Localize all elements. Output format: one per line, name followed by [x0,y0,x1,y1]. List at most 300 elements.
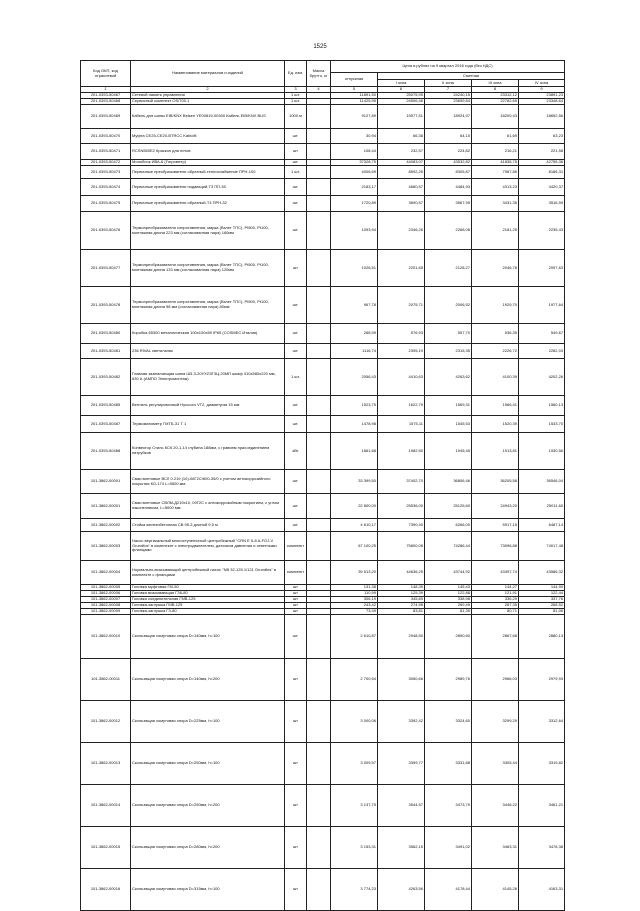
cell-name: Сервисный комплект OS/700.1 [131,99,285,105]
cell-unit: шт. [285,396,307,416]
cell-unit: 1 шт. [285,93,307,99]
cell-zone-1-price: 25536,00 [378,494,425,519]
table-row [81,196,565,212]
cell-release-price: 3 774,23 [331,869,378,911]
cell-unit: шт. [285,344,307,359]
cell-zone-3-price: 1913,81 [472,433,519,470]
cell-zone-4-price: 4420,37 [519,179,565,196]
cell-mass [307,701,331,743]
cell-zone-1-price: 25075,95 [378,93,425,99]
cell-code: 101-3862-00003 [81,532,131,561]
cell-code: 101-3862-00013 [81,743,131,785]
cell-zone-4-price: 2282,03 [519,344,565,359]
cell-zone-4-price: 268,52 [519,603,565,609]
cell-unit: шт [285,591,307,597]
cell-zone-4-price: 23891,23 [519,93,565,99]
cell-code: 101-3862-00010 [81,615,131,659]
cell-mass [307,196,331,212]
cell-zone-4-price: 18652,56 [519,105,565,129]
cell-name: Коробка 65300 металлическая 100х100х59 IP65 (COSMEC Италия) [131,324,285,344]
cell-mass [307,416,331,433]
cell-zone-3-price: 7987,86 [472,166,519,179]
cell-unit: шт. [285,324,307,344]
cell-zone-2-price: 6266,00 [425,519,472,532]
cell-unit: шт [285,785,307,827]
cell-unit: шт. [285,615,307,659]
cell-release-price: 1026,51 [331,250,378,287]
cell-mass [307,287,331,324]
cell-zone-1-price: 37402,70 [378,470,425,494]
cell-name: Сваи винтовые СВЛМ-Д219х10, 09Г2С с антикоррозийным покрытием, с углом наконечником, L=5000 мм. [131,494,285,519]
cell-name: Кабель для шины EIB/KNX Belsen YE00819-00300 Кабель EIB/KNX BUS [131,105,285,129]
cell-code: 101-3862-00011 [81,659,131,701]
cell-unit: шт. [285,179,307,196]
table-row [81,179,565,196]
table-row [81,287,565,324]
cell-zone-1-price: 3690,57 [378,196,425,212]
cell-zone-3-price: 144,27 [472,585,519,591]
cell-zone-2-price: 145,43 [425,585,472,591]
table-row [81,532,565,561]
cell-zone-1-price: 2346,26 [378,212,425,250]
column-index: 7 [425,87,472,93]
cell-mass [307,869,331,911]
cell-zone-2-price: 224,82 [425,144,472,160]
cell-zone-2-price: 4178,44 [425,869,472,911]
cell-name: Конвектор Стиль КСК 20-1,14 глубина 188мм, с гравием присоединением патрубков [131,433,285,470]
cell-zone-3-price: 1929,70 [472,287,519,324]
cell-mass [307,615,331,659]
cell-code: 201-0393-50477 [81,250,131,287]
table-row [81,470,565,494]
cell-mass [307,212,331,250]
cell-zone-3-price: 41835,75 [472,160,519,166]
cell-zone-1-price: 3544,57 [378,785,425,827]
table-row [81,494,565,519]
cell-name: Первичные преобразователи обратный-Т4 ПРН-32 [131,196,285,212]
cell-name: Сваи винтовые ВСЛ 0.219 (10)-06Г2С/600-35/0 с учетом антикоррозийного покрытия КО-174 L=5500 мм. [131,470,285,494]
column-index: 9 [519,87,565,93]
cell-zone-2-price: 2989,76 [425,659,472,701]
table-body [81,93,565,911]
cell-zone-4-price: 3319,82 [519,743,565,785]
cell-name: Головка муфтовая ГМ-50 [131,585,285,591]
cell-zone-4-price: 74017,48 [519,532,565,561]
column-index: 8 [472,87,519,93]
cell-unit: шт [285,869,307,911]
table-row [81,250,565,287]
cell-release-price: 110,99 [331,591,378,597]
cell-release-price: 1478,98 [331,416,378,433]
cell-zone-2-price: 3567,95 [425,196,472,212]
cell-mass [307,359,331,396]
cell-zone-4-price: 8186,31 [519,166,565,179]
cell-name: Скользящая хомутовая опора D=250мм, h=100 [131,743,285,785]
cell-zone-2-price: 8305,87 [425,166,472,179]
cell-zone-1-price: 8592,26 [378,166,425,179]
cell-release-price: 268,99 [331,324,378,344]
cell-code: 201-0393-50476 [81,212,131,250]
cell-zone-3-price: 18200,43 [472,105,519,129]
cell-mass [307,519,331,532]
cell-code: 101-3862-00015 [81,827,131,869]
cell-name: Термоманометр ГМТБ-31 Т 1 [131,416,285,433]
cell-unit: шт [285,659,307,701]
cell-unit: шт. [285,129,307,144]
cell-code: 201-0393-50472 [81,160,131,166]
cell-zone-4-price: 36546,04 [519,470,565,494]
cell-zone-2-price: 4484,93 [425,179,472,196]
cell-zone-3-price: 2867,68 [472,615,519,659]
cell-release-price: 2 700,54 [331,659,378,701]
table-row [81,359,565,396]
cell-zone-1-price: 274,98 [378,603,425,609]
table-row [81,519,565,532]
cell-name: Нормально-всасывающий центробежный насос "NB 32-125.1/121 Grundfos" в комплекте с фланцами [131,561,285,585]
cell-mass [307,532,331,561]
cell-zone-4-price: 6487,14 [519,519,565,532]
table-row [81,324,565,344]
cell-zone-2-price: 18924,97 [425,105,472,129]
cell-unit: кВт [285,433,307,470]
cell-name: Головка соединительная ГМВ-125 [131,597,285,603]
cell-code: 101-3862-00014 [81,785,131,827]
cell-zone-1-price: 232,57 [378,144,425,160]
cell-release-price: 4 610,17 [331,519,378,532]
cell-zone-1-price: 19577,51 [378,105,425,129]
cell-zone-3-price: 536,35 [472,324,519,344]
cell-zone-1-price: 125,39 [378,591,425,597]
header-mass: Масса брутто, кг [307,61,331,87]
cell-release-price: 3 009,57 [331,743,378,785]
cell-zone-2-price: 43532,82 [425,160,472,166]
cell-zone-1-price: 3392,42 [378,701,425,743]
cell-release-price: 306,19 [331,597,378,603]
cell-zone-1-price: 1982,50 [378,433,425,470]
cell-zone-2-price: 23699,84 [425,99,472,105]
cell-release-price: 3 153,31 [331,827,378,869]
cell-zone-2-price: 2268,08 [425,212,472,250]
cell-unit: шт. [285,212,307,250]
column-index: 5 [331,87,378,93]
cell-release-price: 1116,74 [331,344,378,359]
cell-zone-3-price: 216,21 [472,144,519,160]
table-row [81,561,565,585]
cell-zone-1-price: 2075,71 [378,287,425,324]
cell-release-price: 73,49 [331,609,378,615]
cell-release-price: 11891,50 [331,93,378,99]
table-row [81,129,565,144]
cell-zone-4-price: 3516,59 [519,196,565,212]
cell-zone-4-price: 2097,63 [519,250,565,287]
cell-unit: шт. [285,160,307,166]
cell-zone-4-price: 122,44 [519,591,565,597]
cell-zone-1-price: 66,38 [378,129,425,144]
cell-mass [307,324,331,344]
cell-zone-3-price: 4145,28 [472,869,519,911]
cell-zone-3-price: 36205,58 [472,470,519,494]
cell-zone-4-price: 81,06 [519,609,565,615]
cell-zone-4-price: 1930,56 [519,433,565,470]
cell-unit: шт [285,250,307,287]
header-code: Код ОКП, код отраслевой [81,61,131,87]
cell-release-price: 243,42 [331,603,378,609]
cell-zone-2-price: 3473,79 [425,785,472,827]
cell-unit: шт [285,603,307,609]
cell-release-price: 1093,94 [331,212,378,250]
column-index: 6 [378,87,425,93]
cell-zone-3-price: 3299,29 [472,701,519,743]
cell-zone-2-price: 2006,52 [425,287,472,324]
cell-zone-2-price: 557,70 [425,324,472,344]
cell-zone-1-price: 24506,46 [378,99,425,105]
cell-code: 201-0393-50481 [81,344,131,359]
cell-name: Термопреобразователи сопротивления, марка (Взлет ТПС), Pt500, Pt100, монтажная длина 98 мм (согласованная пара) 80мм [131,287,285,324]
header-release-price: отпускная [331,73,378,87]
cell-zone-2-price: 81,35 [425,609,472,615]
table-row [81,212,565,250]
cell-unit: шт [285,701,307,743]
cell-zone-2-price: 3324,60 [425,701,472,743]
cell-zone-1-price: 44636,25 [378,561,425,585]
cell-zone-1-price: 148,39 [378,585,425,591]
cell-zone-3-price: 3431,35 [472,196,519,212]
cell-mass [307,105,331,129]
cell-code: 101-3862-00004 [81,561,131,585]
cell-zone-1-price: 44083,07 [378,160,425,166]
cell-zone-3-price: 1566,41 [472,396,519,416]
cell-zone-1-price: 3050,66 [378,659,425,701]
cell-unit: 1 шт. [285,166,307,179]
cell-code: 101-3862-00012 [81,701,131,743]
cell-zone-3-price: 61,69 [472,129,519,144]
cell-unit: шт [285,585,307,591]
cell-code: 201-0393-50480 [81,324,131,344]
table-row [81,827,565,869]
cell-mass [307,344,331,359]
cell-release-price: 131,38 [331,585,378,591]
cell-zone-4-price: 3478,38 [519,827,565,869]
cell-zone-2-price: 36806,46 [425,470,472,494]
header-zone-2: II зона [425,80,472,87]
header-estimate-title: Сметная [378,73,565,80]
price-table [80,60,565,911]
cell-zone-2-price: 4263,62 [425,359,472,396]
cell-unit: шт. [285,287,307,324]
cell-release-price: 39 513,20 [331,561,378,585]
cell-name: Насос вертикальный многоступенчатый центробежный "CRN E 5-8 A-FGJ-V Grundfos" в комплекте с электродвигателем, датчиком давления и ответными фланцами [131,532,285,561]
cell-zone-4-price: 23348,64 [519,99,565,105]
cell-zone-1-price: 3399,77 [378,743,425,785]
cell-zone-1-price: 83,81 [378,609,425,615]
cell-zone-1-price: 2395,19 [378,344,425,359]
cell-zone-2-price: 43744,92 [425,561,472,585]
cell-zone-4-price: 25011,60 [519,494,565,519]
cell-zone-3-price: 5917,15 [472,519,519,532]
cell-code: 101-3862-00005 [81,585,131,591]
cell-zone-4-price: 2979,93 [519,659,565,701]
cell-name: Термопреобразователи сопротивления, марка (Взлет ТПС), Pt500, Pt100, монтажная длина 133 мм (согласованная пара) 120мм [131,250,285,287]
column-index: 1 [81,87,131,93]
cell-name: Главная заземляющая шина Ш3-3-20УХЛ3Г3Ц-20МП шкаф 310х580х220 мм, 630 А (АМПО Электромонтаж) [131,359,285,396]
cell-mass [307,433,331,470]
cell-zone-3-price: 336,29 [472,597,519,603]
header-zone-1: I зона [378,80,425,87]
cell-zone-3-price: 80,71 [472,609,519,615]
cell-zone-3-price: 73096,88 [472,532,519,561]
cell-zone-1-price: 4263,56 [378,869,425,911]
cell-name: Вентиль регулировочный Hycoocn VT2, диаметром 15 мм [131,396,285,416]
cell-zone-3-price: 3446,22 [472,785,519,827]
cell-zone-2-price: 74286,44 [425,532,472,561]
cell-release-price: 11425,95 [331,99,378,105]
cell-code: 201-0393-50470 [81,129,131,144]
cell-zone-1-price: 4680,57 [378,179,425,196]
cell-zone-2-price: 64,15 [425,129,472,144]
cell-mass [307,129,331,144]
table-row [81,615,565,659]
cell-release-price: 33 399,50 [331,470,378,494]
cell-zone-4-price: 1977,64 [519,287,565,324]
cell-unit: комплект [285,532,307,561]
cell-name: Скользящая хомутовая опора D=225мм, h=100 [131,701,285,743]
cell-zone-4-price: 3312,64 [519,701,565,743]
cell-code: 201-0393-50473 [81,166,131,179]
cell-zone-3-price: 2046,78 [472,250,519,287]
cell-zone-4-price: 1560,13 [519,396,565,416]
cell-release-price: 967,78 [331,287,378,324]
cell-zone-3-price: 2181,25 [472,212,519,250]
cell-zone-3-price: 23312,12 [472,93,519,99]
cell-unit: шт. [285,494,307,519]
cell-zone-1-price: 1575,11 [378,416,425,433]
cell-zone-3-price: 4100,39 [472,359,519,396]
cell-name: Термопреобразователи сопротивления, марка (Взлет ТПС), Pt500, Pt100, монтажная длина 223 мм (согласованная пара) 160мм [131,212,285,250]
cell-zone-4-price: 43586,32 [519,561,565,585]
cell-code: 201-0393-50474 [81,179,131,196]
cell-code: 201-0393-50482 [81,359,131,396]
cell-unit: шт [285,609,307,615]
cell-code: 101-3862-00008 [81,603,131,609]
column-index: 2 [131,87,285,93]
cell-unit: шт [285,597,307,603]
cell-zone-1-price: 75800,08 [378,532,425,561]
cell-zone-4-price: 221,58 [519,144,565,160]
cell-name: Моноблок ИВА-6 (Гигрометр) [131,160,285,166]
cell-release-price: 108,44 [331,144,378,160]
cell-zone-1-price: 7390,40 [378,519,425,532]
cell-name: Головка-заглушка ГМВ-125 [131,603,285,609]
cell-release-price: 67 100,25 [331,532,378,561]
cell-release-price: 1861,68 [331,433,378,470]
cell-zone-3-price: 22782,69 [472,99,519,105]
cell-zone-3-price: 267,35 [472,603,519,609]
header-zone-4: IV зона [519,80,565,87]
cell-release-price: 2 610,87 [331,615,378,659]
cell-release-price: 1720,89 [331,196,378,212]
cell-mass [307,659,331,701]
cell-mass [307,494,331,519]
cell-code: 201-0393-50469 [81,105,131,129]
cell-code: 101-3862-00016 [81,869,131,911]
cell-zone-2-price: 1545,53 [425,416,472,433]
column-index: 3 [285,87,307,93]
cell-unit: 1000 м [285,105,307,129]
cell-mass [307,470,331,494]
cell-name: Головка всасывающая ГЗ6-80 [131,591,285,597]
cell-zone-1-price: 2948,50 [378,615,425,659]
cell-zone-2-price: 1569,31 [425,396,472,416]
cell-zone-2-price: 2315,35 [425,344,472,359]
cell-unit: шт [285,743,307,785]
cell-release-price: 9127,89 [331,105,378,129]
cell-zone-2-price: 25125,60 [425,494,472,519]
cell-zone-1-price: 345,89 [378,597,425,603]
cell-zone-4-price: 144,90 [519,585,565,591]
cell-zone-3-price: 4313,23 [472,179,519,196]
cell-release-price: 22 800,00 [331,494,378,519]
cell-name: Скользящая хомутовая опора D=250мм, h=200 [131,785,285,827]
cell-name: Стойка железобетонная СВ 95-3 длиной 9,5 м [131,519,285,532]
cell-zone-2-price: 122,88 [425,591,472,597]
cell-code: 101-3862-00001 [81,470,131,494]
cell-zone-2-price: 24240,15 [425,93,472,99]
cell-name: 236 RIVAL светильник [131,344,285,359]
cell-zone-3-price: 2966,03 [472,659,519,701]
cell-unit: комплект [285,561,307,585]
cell-zone-2-price: 338,98 [425,597,472,603]
cell-zone-1-price: 2201,65 [378,250,425,287]
cell-zone-1-price: 3562,15 [378,827,425,869]
cell-mass [307,166,331,179]
column-index: 4 [307,87,331,93]
cell-release-price: 3 000,06 [331,701,378,743]
cell-code: 201-0393-50468 [81,99,131,105]
cell-mass [307,561,331,585]
cell-release-price: 30,94 [331,129,378,144]
cell-code: 201-0393-50485 [81,396,131,416]
cell-code: 201-0393-50471 [81,144,131,160]
cell-zone-3-price: 121,91 [472,591,519,597]
table-row [81,166,565,179]
cell-unit: шт. [285,470,307,494]
cell-zone-4-price: 337,76 [519,597,565,603]
cell-name: Головка-заглушка ГЗ-80 [131,609,285,615]
cell-release-price: 4006,69 [331,166,378,179]
cell-name: Скользящая хомутовая опора D=280мм, h=200 [131,827,285,869]
cell-zone-4-price: 2880,13 [519,615,565,659]
cell-name: Первичные преобразователи подающий-ТЗ ПП-50 [131,179,285,196]
table-row [81,144,565,160]
table-row [81,659,565,701]
cell-code: 101-3862-00007 [81,597,131,603]
cell-name: RCSN550E2 Краскон для потов [131,144,285,160]
cell-release-price: 37328,75 [331,160,378,166]
cell-unit: шт [285,144,307,160]
cell-unit: шт. [285,519,307,532]
cell-zone-2-price: 1945,45 [425,433,472,470]
cell-zone-3-price: 2226,72 [472,344,519,359]
cell-zone-2-price: 3331,88 [425,743,472,785]
cell-unit: 1 шт. [285,99,307,105]
table-row [81,869,565,911]
cell-name: Скользящая хомутовая опора D=140мм, h=200 [131,659,285,701]
cell-unit: 1 шт. [285,359,307,396]
cell-zone-2-price: 269,49 [425,603,472,609]
header-name: Наименование материалов и изделий [131,61,285,87]
table-header [81,61,565,93]
cell-code: 201-0393-50475 [81,196,131,212]
